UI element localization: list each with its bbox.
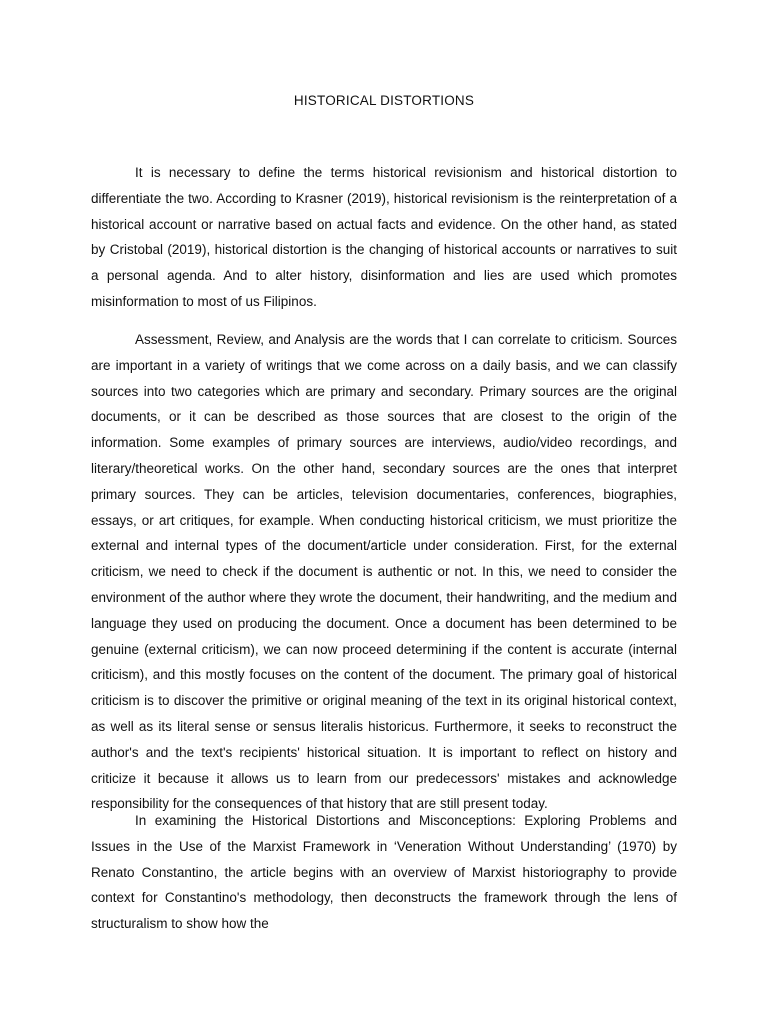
paragraph-2-block bbox=[91, 327, 677, 817]
paragraph-1-block bbox=[91, 160, 677, 315]
paragraph-1: It is necessary to define the terms historical revisionism and historical distortion to differentiate the two. According to Krasner (2019), historical revisionism is the reinterpretation of a historical account or narrative based on actual facts and evidence. On the other hand, as stated by Cristobal (2019), historical distortion is the changing of historical accounts or narratives to suit a personal agenda. And to alter history, disinformation and lies are used which promotes misinformation to most of us Filipinos. bbox=[91, 165, 677, 309]
document-title: HISTORICAL DISTORTIONS bbox=[293, 93, 475, 108]
paragraph-2: Assessment, Review, and Analysis are the words that I can correlate to criticism. Sources are important in a variety of writings that we come across on a daily basis, and we can classify sources into two categories which are primary and secondary. Primary sources are the original documents, or it can be described as those sources that are closest to the origin of the information. Some examples of primary sources are interviews, audio/video recordings, and literary/theoretical works. On the other hand, secondary sources are the ones that interpret primary sources. They can be articles, television documentaries, conferences, biographies, essays, or art critiques, for example. When conducting historical criticism, we must prioritize the external and internal types of the document/article under consideration. First, for the external criticism, we need to check if the document is authentic or not. In this, we need to consider the environment of the author where they wrote the document, their handwriting, and the medium and language they used on producing the document. Once a document has been determined to be genuine (external criticism), we can now proceed determining if the content is accurate (internal criticism), and this mostly focuses on the content of the document. The primary goal of historical criticism is to discover the primitive or original meaning of the text in its original historical context, as well as its literal sense or sensus literalis historicus. Furthermore, it seeks to reconstruct the author's and the text's recipients' historical situation. It is important to reflect on history and criticize it because it allows us to learn from our predecessors' mistakes and acknowledge responsibility for the consequences of that history that are still present today. bbox=[91, 332, 677, 812]
paragraph-3-block bbox=[91, 808, 677, 937]
paragraph-3: In examining the Historical Distortions and Misconceptions: Exploring Problems and Issues in the Use of the Marxist Framework in ‘Veneration Without Understanding’ (1970) by Renato Constantino, the article begins with an overview of Marxist historiography to provide context for Constantino's methodology, then deconstructs the framework through the lens of structuralism to show how the bbox=[91, 813, 677, 932]
